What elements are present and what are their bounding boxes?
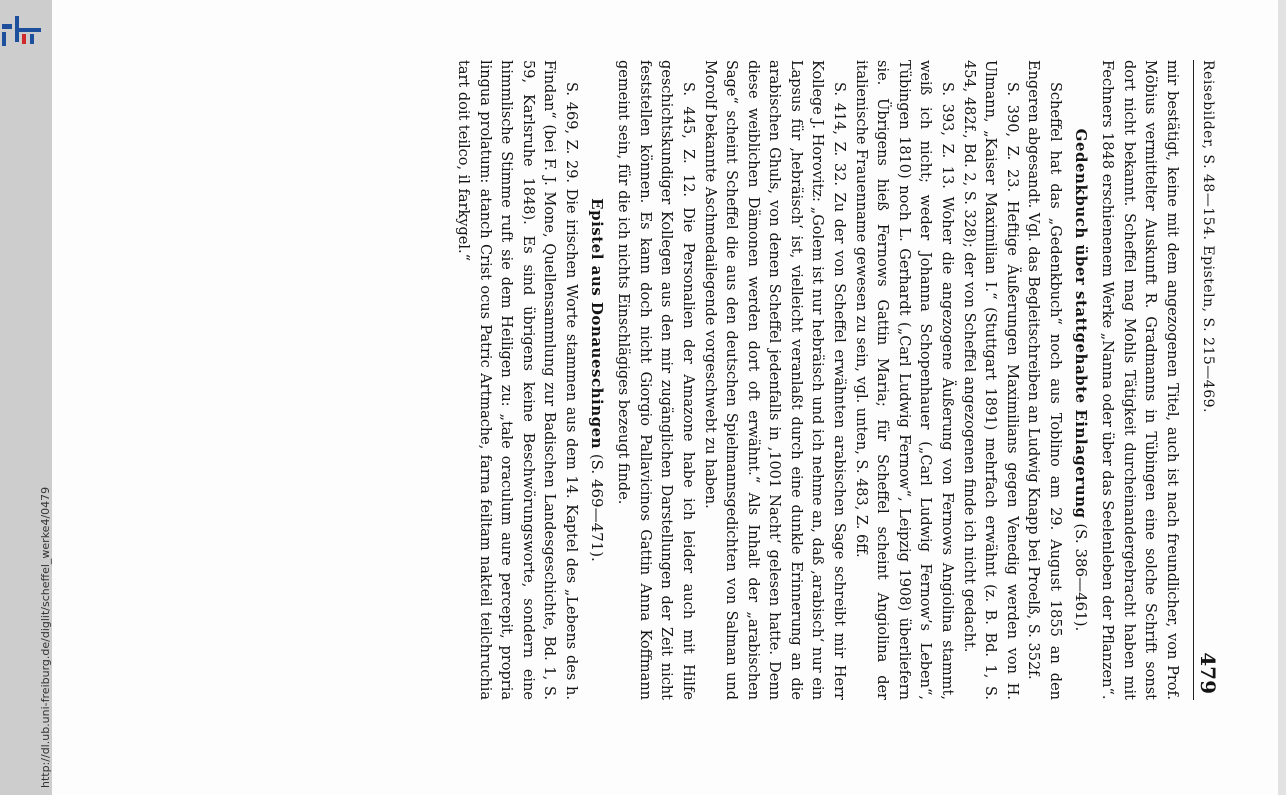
- paragraph: S. 390, Z. 23. Heftige Äußerungen Maximilians gegen Venedig werden von H. Ulmann, „Kaiser Maximilian I.“ (Stuttgart 1891) mehrfach erwähnt (z. B. Bd. 1, S. 454, 482f., Bd. 2, S. 328); der von Scheffel angezogenen finde ich nicht gedacht.: [960, 60, 1020, 700]
- source-url[interactable]: http://dl.ub.uni-freiburg.de/diglit/scheffel_werke4/0479: [39, 486, 52, 788]
- paragraph: S. 445, Z. 12. Die Personalien der Amazone habe ich leider auch mit Hilfe geschichtskundiger Kollegen aus den mir zugänglichen Darstellungen der Zeit nicht feststellen können. Es kann doch nicht Giorgio Pallavicinos Gattin Anna Koffmann gemeint sein, für die ich nichts Einschlägiges bezeugt finde.: [615, 60, 696, 700]
- running-title: Reisebilder, S. 48—154. Episteln, S. 215—469.: [1200, 60, 1216, 413]
- paragraph: S. 414, Z. 32. Zu der von Scheffel erwähnten arabischen Sage schreibt mir Herr Kollege J. Horovitz: „Golem ist nur hebräisch und ich nehme an, daß ‚arabisch‘ nur ein Lapsus für ‚hebräisch‘ ist, vielleicht veranlaßt durch eine dunkle Erinnerung an die arabischen Ghuls, von denen Scheffel jedenfalls in ‚1001 Nacht‘ gelesen hatte. Denn diese weiblichen Dämonen werden dort oft erwähnt.“ Als Inhalt der „arabischen Sage“ scheint Scheffel die aus den deutschen Spielmannsgedichten von Salman und Morolf bekannte Aschmedailegende vorgeschwebt zu haben.: [701, 60, 848, 700]
- scroll-edge: [1278, 0, 1286, 795]
- header-rule: [1193, 60, 1194, 700]
- paragraph: S. 393, Z. 13. Woher die angezogene Äußerung von Fernows Angiolina stammt, weiß ich nicht; weder Johanna Schopenhauer („Carl Ludwig Fernow’s Leben“, Tübingen 1810) noch L. Gerhardt („Carl Ludwig Fernow“, Leipzig 1908) überliefern sie. Übrigens hieß Fernows Gattin Maria; für Scheffel scheint Angiolina der italienische Frauenname gewesen zu sein, vgl. unten, S. 483, Z. 6ff.: [852, 60, 956, 700]
- page-number: 479: [1196, 652, 1220, 694]
- section-heading-pages: (S. 386—461).: [1071, 518, 1090, 632]
- section-heading: [1069, 60, 1091, 700]
- paragraph: Scheffel hat das „Gedenkbuch“ noch aus Toblino am 29. August 1855 an den Engeren abgesandt. Vgl. das Begleitschreiben an Ludwig Knapp bei Proelß, S. 352f.: [1025, 60, 1064, 700]
- paragraph: S. 469, Z. 29. Die irischen Worte stammen aus dem 14. Kaptel des „Lebens des h. Findan“ (bei F. J. Mone, Quellensammlung zur Badischen Landesgeschichte, Bd. 1, S. 59, Karlsruhe 1848). Es sind übrigens keine Beschwörungsworte, sondern eine himmlische Stimme ruft sie dem Heiligen zu: „tale oraculum aure percepit, propria lingua prolatum: atanch Crist ocus Patric Artmache, farna feiltam nakteil teilchruchia tart doit teilco, il farkygel.“: [455, 60, 579, 700]
- paragraph: mir bestätigt, keine mit dem angezogenen Titel, auch ist nach freundlicher, von Prof. Möbius vermittelter Auskunft R. Gradmanns in Tübingen eine solche Schrift sonst dort nicht bekannt. Scheffel mag Mohls Tätigkeit durcheinandergebracht haben mit Fechners 1848 erschienenem Werke „Nanna oder über das Seelenleben der Pflanzen“.: [1099, 60, 1180, 700]
- university-logo-icon: [0, 10, 44, 48]
- viewer-sidebar: [0, 0, 52, 795]
- rotated-page-content: [228, 60, 1228, 700]
- page-body: [451, 60, 1182, 700]
- running-header: [1190, 60, 1220, 700]
- section-heading: [585, 60, 607, 700]
- section-heading-title: Epistel aus Donaueschingen: [587, 198, 606, 450]
- section-heading-title: Gedenkbuch über stattgehabte Einlagerung: [1071, 128, 1090, 519]
- section-heading-pages: (S. 469—471).: [587, 449, 606, 562]
